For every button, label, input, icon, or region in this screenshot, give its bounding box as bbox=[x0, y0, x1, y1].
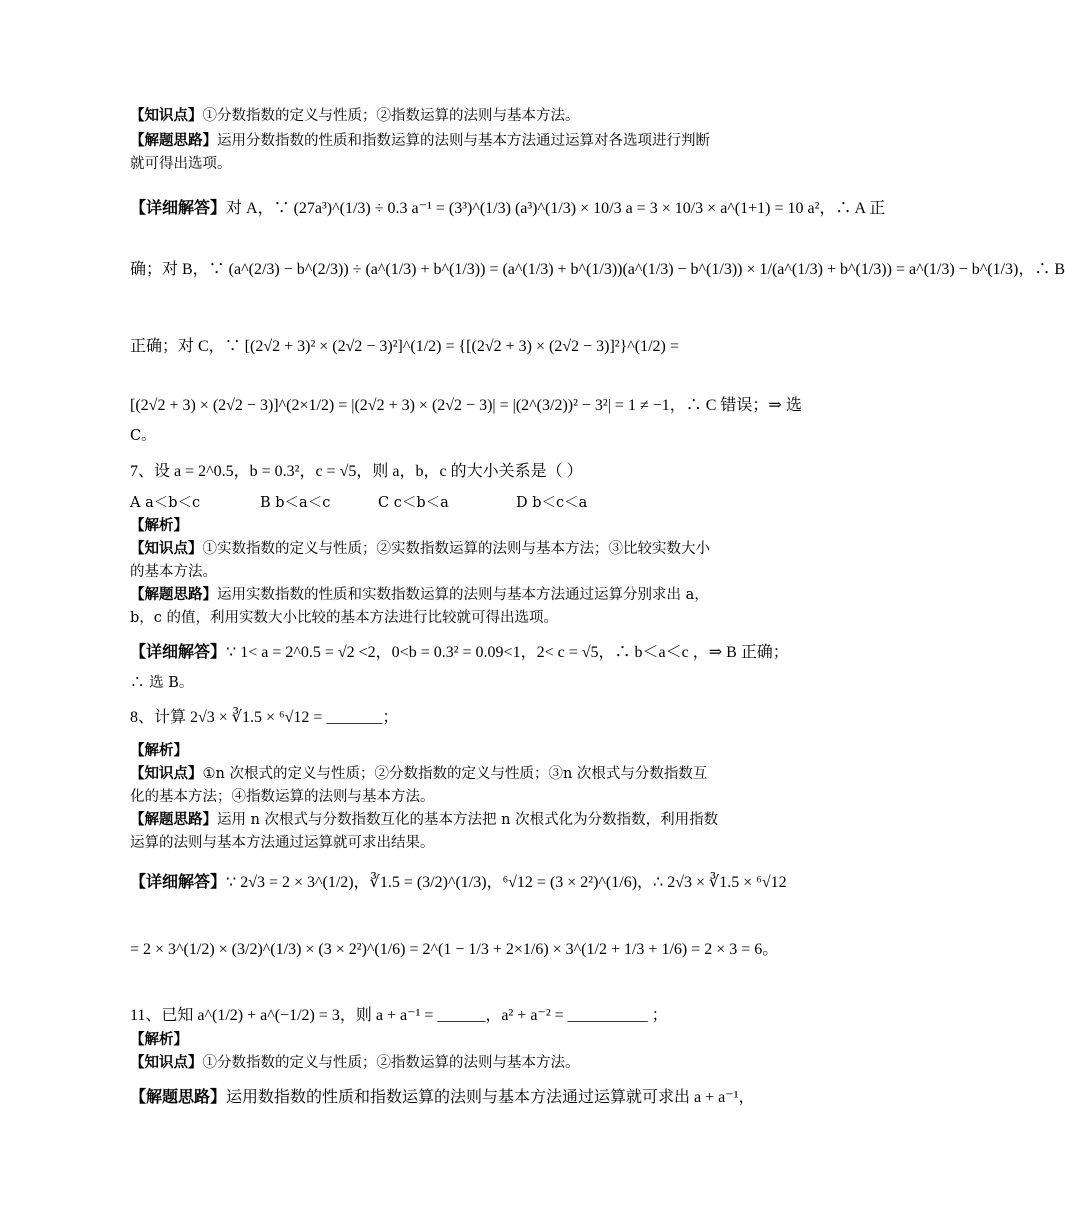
q8-idea-line bbox=[130, 810, 718, 830]
analysis-heading: 【解析】 bbox=[130, 1032, 188, 1048]
knowledge-point-text: ①分数指数的定义与性质；②指数运算的法则与基本方法。 bbox=[202, 1055, 580, 1071]
q8-knowledge-line bbox=[130, 764, 707, 784]
solution-idea-label: 【解题思路】 bbox=[130, 587, 217, 603]
solution-idea-label: 【解题思路】 bbox=[130, 812, 217, 828]
q7-knowledge-text-2: 的基本方法。 bbox=[130, 564, 217, 580]
q7-idea-text-2: b，c 的值，利用实数大小比较的基本方法进行比较就可得出选项。 bbox=[130, 610, 559, 626]
knowledge-point-text: ①分数指数的定义与性质；②指数运算的法则与基本方法。 bbox=[202, 108, 580, 124]
knowledge-point-label: 【知识点】 bbox=[130, 1055, 203, 1071]
solution-idea-text: 运用分数指数的性质和指数运算的法则与基本方法通过运算对各选项进行判断 bbox=[217, 133, 710, 149]
detailed-answer-line-a bbox=[130, 198, 885, 219]
question-11-stem: 11、已知 a^(1/2) + a^(−1/2) = 3，则 a + a⁻¹ = ______，a² + a⁻² = __________ ； bbox=[130, 1007, 668, 1024]
q8-knowledge-text-2: 化的基本方法；④指数运算的法则与基本方法。 bbox=[130, 789, 435, 805]
q7-detail-line bbox=[130, 642, 789, 663]
q8-idea-text-2: 运算的法则与基本方法通过运算就可求出结果。 bbox=[130, 835, 435, 851]
solution-idea-label: 【解题思路】 bbox=[130, 1087, 227, 1106]
option-c: C c＜b＜a bbox=[378, 495, 449, 511]
solution-idea-text: 运用实数指数的性质和实数指数运算的法则与基本方法通过运算分别求出 a， bbox=[217, 587, 709, 603]
detailed-answer-b: 确；对 B，∵ (a^(2/3) − b^(2/3)) ÷ (a^(1/3) + b^(1/3)) = (a^(1/3) + b^(1/3))(a^(1/3) − b^(1/3)) × 1/(a^(1/3) + b^(1/3)) = a^(1/3) − b^(1/3)，∴ B bbox=[130, 261, 1065, 278]
detailed-answer-label: 【详细解答】 bbox=[130, 198, 227, 217]
q8-detail-2: = 2 × 3^(1/2) × (3/2)^(1/3) × (3 × 2²)^(1/6) = 2^(1 − 1/3 + 2×1/6) × 3^(1/2 + 1/3 + 1/6) = 2 × 3 = 6。 bbox=[130, 941, 779, 958]
detailed-answer-a: 对 A，∵ (27a³)^(1/3) ÷ 0.3 a⁻¹ = (3³)^(1/3) (a³)^(1/3) × 10/3 a = 3 × 10/3 × a^(1+1) = 10 a²，∴ A 正 bbox=[226, 200, 886, 217]
detailed-answer-c1: 正确；对 C，∵ [(2√2 + 3)² × (2√2 − 3)²]^(1/2) = {[(2√2 + 3) × (2√2 − 3)]²}^(1/2) = bbox=[130, 338, 679, 355]
detailed-answer-text: ∵ 2√3 = 2 × 3^(1/2)，∛1.5 = (3/2)^(1/3)，⁶√12 = (3 × 2²)^(1/6)，∴ 2√3 × ∛1.5 × ⁶√12 bbox=[226, 874, 787, 891]
question-7-stem: 7、设 a = 2^0.5，b = 0.3²，c = √5，则 a，b，c 的大小关系是（ ） bbox=[130, 463, 583, 480]
option-d: D b＜c＜a bbox=[516, 495, 588, 511]
solution-idea-label: 【解题思路】 bbox=[130, 133, 217, 149]
knowledge-point-label: 【知识点】 bbox=[130, 108, 203, 124]
analysis-heading: 【解析】 bbox=[130, 743, 188, 759]
detailed-answer-c3: C。 bbox=[130, 428, 156, 444]
q11-knowledge-line bbox=[130, 1053, 580, 1073]
detailed-answer-label: 【详细解答】 bbox=[130, 872, 227, 891]
knowledge-point-text: ①实数指数的定义与性质；②实数指数运算的法则与基本方法；③比较实数大小 bbox=[202, 541, 710, 557]
knowledge-point-line bbox=[130, 106, 580, 126]
detailed-answer-label: 【详细解答】 bbox=[130, 642, 227, 661]
knowledge-point-text: ①n 次根式的定义与性质；②分数指数的定义与性质；③n 次根式与分数指数互 bbox=[202, 766, 708, 782]
q11-idea-line bbox=[130, 1087, 755, 1108]
detailed-answer-c2: [(2√2 + 3) × (2√2 − 3)]^(2×1/2) = |(2√2 + 3) × (2√2 − 3)| = |(2^(3/2))² − 3²| = 1 ≠ −1，∴ C 错误；⇒ 选 bbox=[130, 397, 802, 414]
q7-idea-line bbox=[130, 585, 709, 605]
solution-idea-text: 运用数指数的性质和指数运算的法则与基本方法通过运算就可求出 a + a⁻¹， bbox=[226, 1089, 755, 1106]
q8-detail-line bbox=[130, 872, 787, 893]
solution-idea-text: 运用 n 次根式与分数指数互化的基本方法把 n 次根式化为分数指数，利用指数 bbox=[217, 812, 719, 828]
solution-idea-line bbox=[130, 131, 710, 151]
knowledge-point-label: 【知识点】 bbox=[130, 541, 203, 557]
question-7-options bbox=[130, 493, 587, 513]
option-b: B b＜a＜c bbox=[260, 495, 331, 511]
knowledge-point-label: 【知识点】 bbox=[130, 766, 203, 782]
option-a: A a＜b＜c bbox=[130, 495, 201, 511]
question-8-stem: 8、计算 2√3 × ∛1.5 × ⁶√12 = _______； bbox=[130, 709, 399, 726]
q7-knowledge-line bbox=[130, 539, 710, 559]
detailed-answer-text: ∵ 1< a = 2^0.5 = √2 <2，0<b = 0.3² = 0.09<1，2< c = √5，∴ b＜a＜c ，⇒ B 正确； bbox=[226, 644, 789, 661]
analysis-heading: 【解析】 bbox=[130, 518, 188, 534]
solution-idea-text-2: 就可得出选项。 bbox=[130, 156, 232, 172]
q7-detail-2: ∴ 选 B。 bbox=[130, 675, 194, 691]
